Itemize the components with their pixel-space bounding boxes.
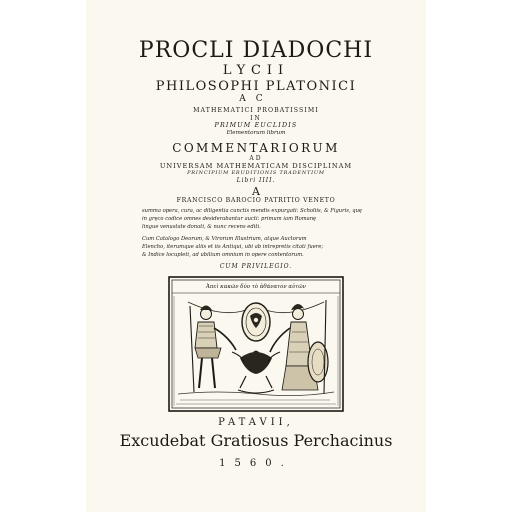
central-eagle-figure [232, 351, 280, 393]
woodcut-illustration [168, 276, 344, 412]
description-line: lingue venustate donati, & nunc recens editi. [142, 224, 261, 231]
title-line-universam: UNIVERSAM MATHEMATICAM DISCIPLINAM [159, 162, 353, 170]
title-line-mathematici: MATHEMATICI PROBATISSIMI [193, 107, 319, 114]
title-line-philosophi: PHILOSOPHI PLATONICI [155, 79, 357, 94]
catalogue-line: Elencho, iterumque aliis et iis Antiqui, ubi ab intrepretis citati fuere; [142, 244, 324, 251]
imprint-year: 1560. [219, 458, 293, 469]
description-line: summa opera, cura, ac diligentia cunctis mendis expurgati: Scholiis, & Figuris, quę [142, 208, 362, 214]
title-line-principium: PRINCIPIUM ERUDITIONIS TRADENTIUM [187, 170, 325, 176]
description-line: in gręco codice omnes desiderabantur aucti: primum iam Romanę [142, 216, 317, 223]
catalogue-line: & Indice locupleti, ad ubilium omnium in opere contentorum. [142, 252, 304, 259]
description-paragraph [142, 207, 382, 232]
author-line: FRANCISCO BAROCIO PATRITIO VENETO [176, 197, 336, 204]
left-warrior-figure [190, 306, 236, 393]
title-line-ad: AD [249, 155, 263, 162]
catalogue-line: Cum Catalogo Deorum, & Virorum Illustrium, atque Auctorum [142, 236, 307, 242]
book-title: PROCLI DIADOCHI [138, 38, 374, 63]
catalogue-paragraph [142, 235, 382, 260]
title-line-elementorum: Elementorum librum [226, 130, 286, 136]
title-line-libri: Libri IIII. [236, 177, 276, 184]
title-line-in: IN [250, 115, 262, 122]
right-minerva-figure [270, 300, 328, 394]
title-line-a: A [252, 185, 260, 198]
printers-device-woodcut [168, 276, 344, 412]
title-line-primum-euclidis: PRIMUM EUCLIDIS [214, 122, 298, 129]
woodcut-motto: Ἀπεὶ κακῶν δύο τὸ ἀθάνατον αὐτῶν [206, 284, 306, 290]
title-line-commentariorum: COMMENTARIORUM [172, 141, 340, 155]
title-line-lycii: LYCII [222, 63, 290, 78]
imprint-printer: Excudebat Gratiosus Perchacinus [119, 431, 393, 450]
imprint-place: PATAVII, [218, 417, 294, 428]
title-page [86, 0, 426, 512]
title-line-ac: AC [239, 94, 273, 104]
privilege-line: CUM PRIVILEGIO. [219, 263, 293, 270]
